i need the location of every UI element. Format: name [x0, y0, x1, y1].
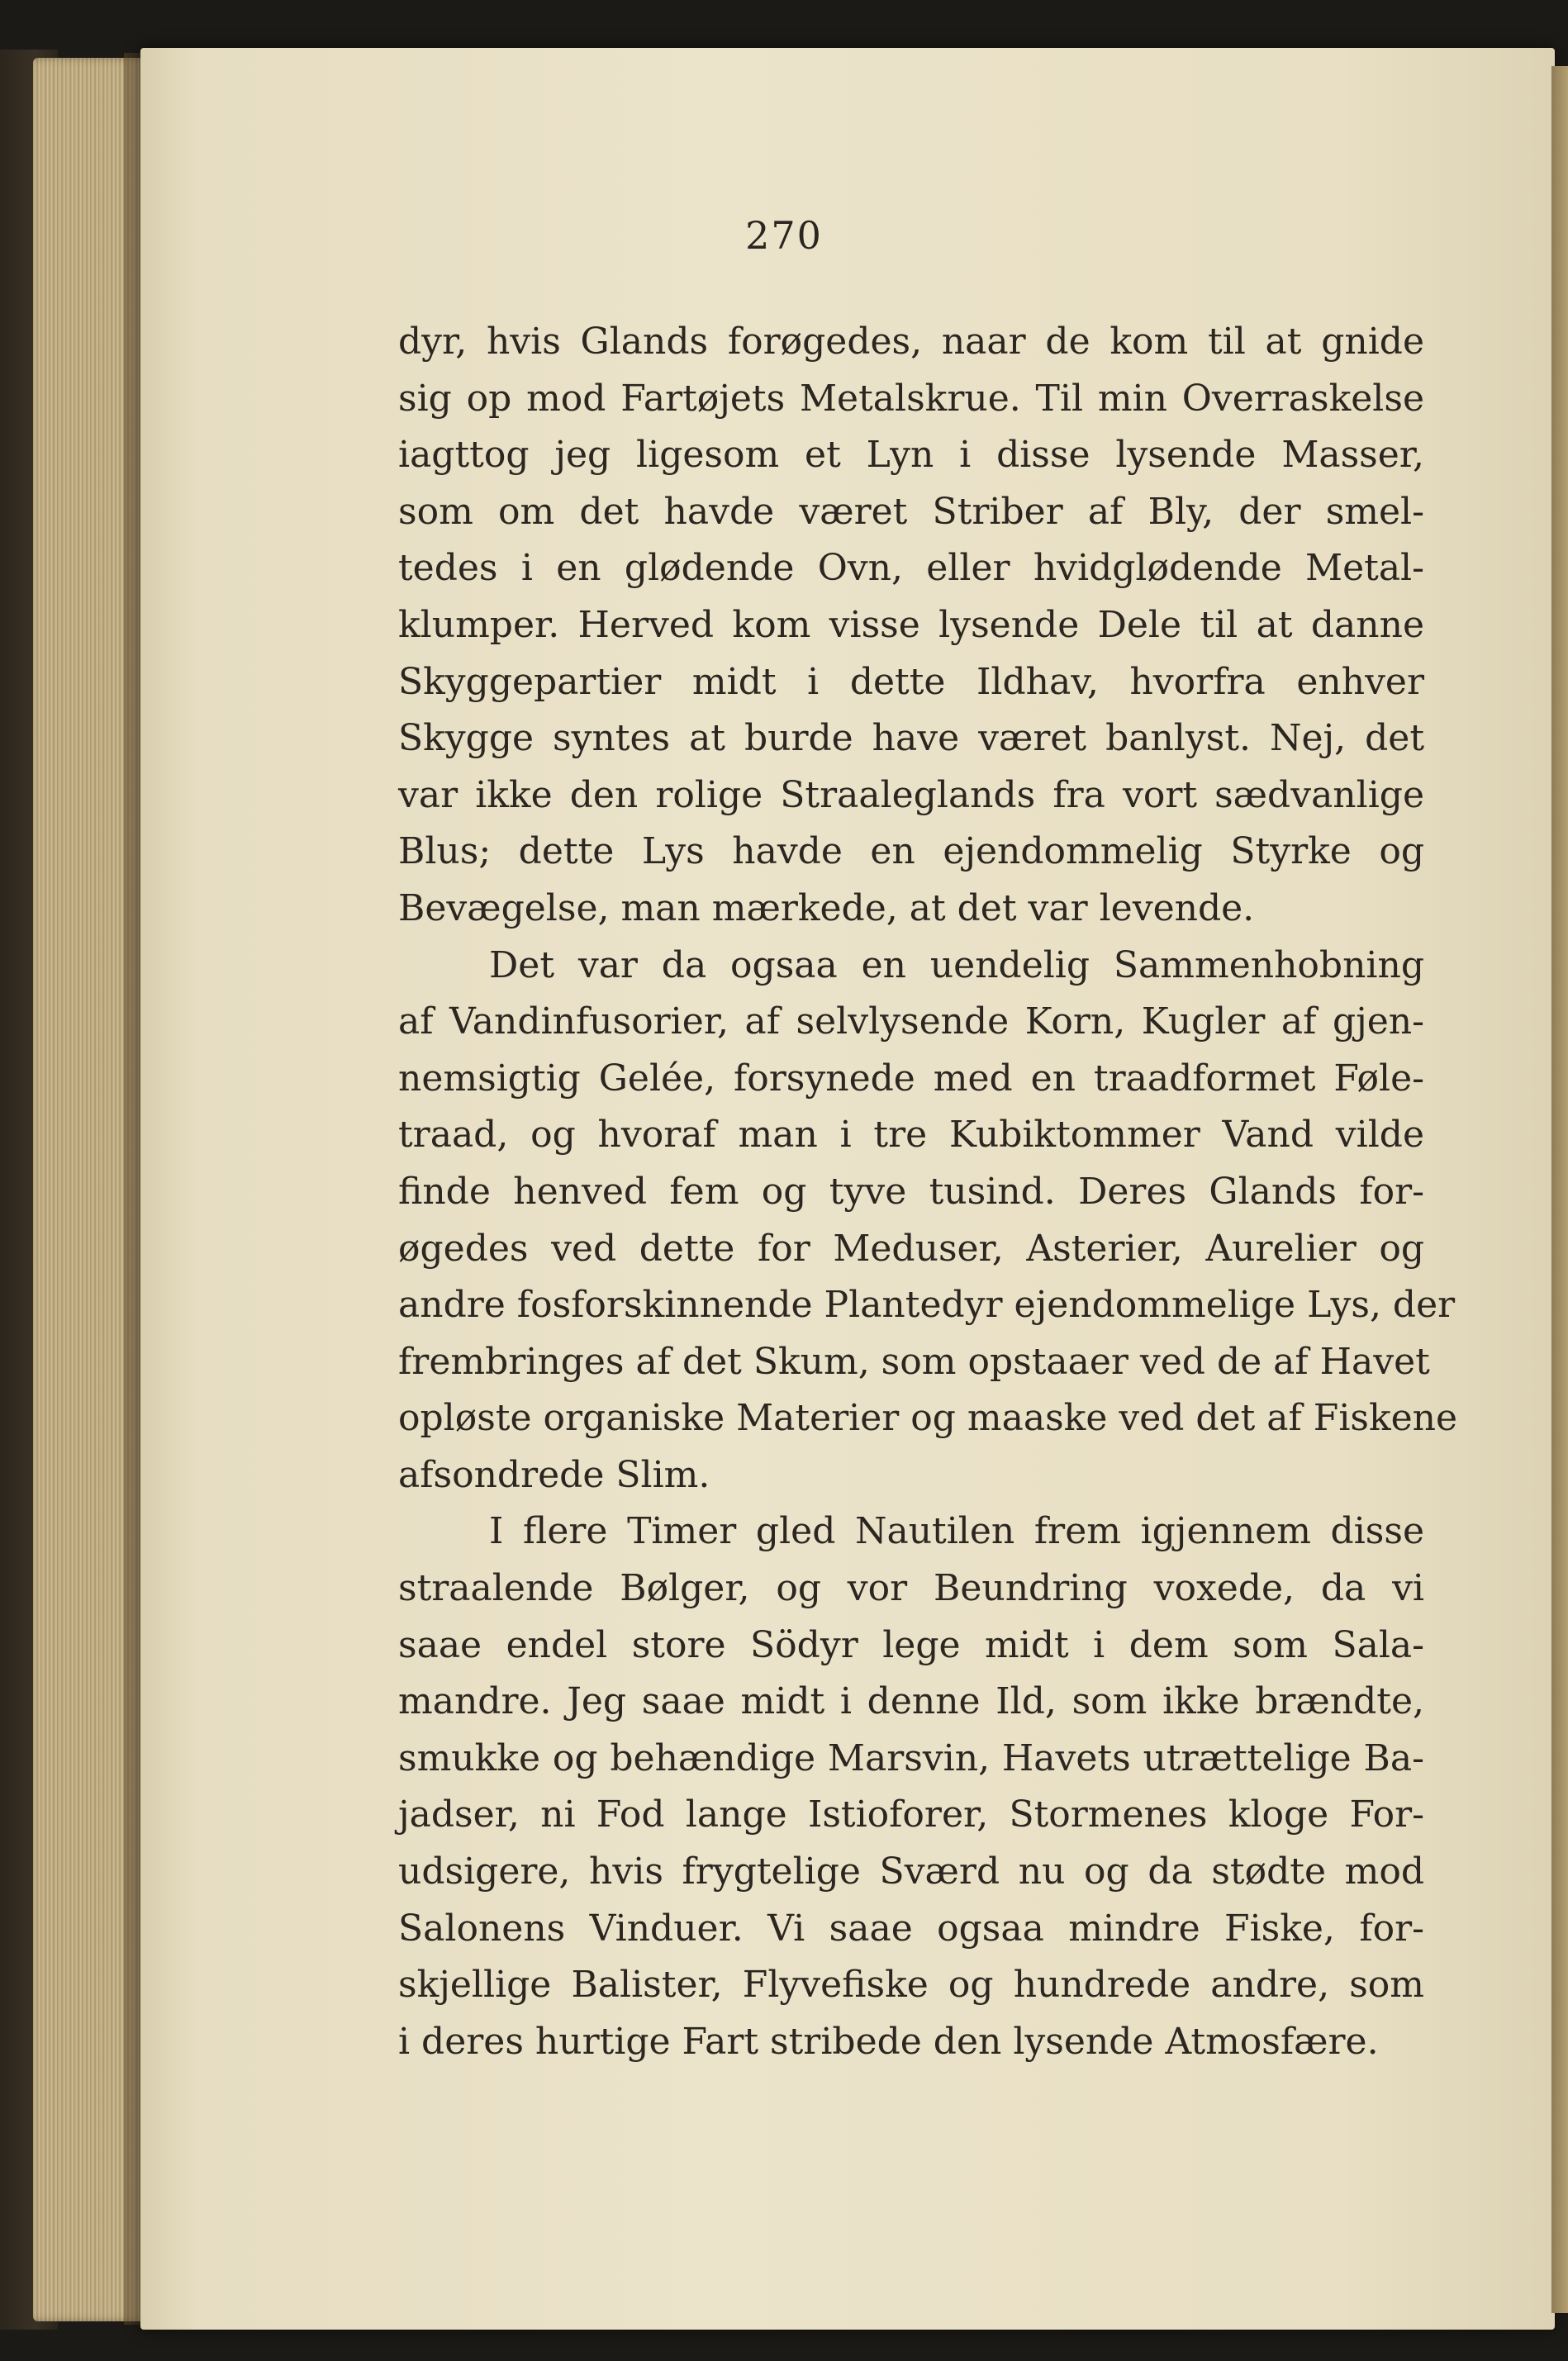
- text-line: Det var da ogsaa en uendelig Sammenhobning: [489, 943, 1424, 986]
- text-line: straalende Bølger, og vor Beundring voxede, da vi: [398, 1567, 1424, 1610]
- text-line: smukke og behændige Marsvin, Havets utrættelige Ba-: [398, 1736, 1424, 1779]
- text-line: traad, og hvoraf man i tre Kubiktommer Vand vilde: [398, 1114, 1424, 1157]
- text-line: mandre. Jeg saae midt i denne Ild, som ikke brændte,: [398, 1680, 1424, 1723]
- text-line: opløste organiske Materier og maaske ved det af Fiskene: [398, 1397, 1458, 1440]
- text-line: andre fosforskinnende Plantedyr ejendommelige Lys, der: [398, 1284, 1456, 1327]
- text-line: jadser, ni Fod lange Istioforer, Stormenes kloge For-: [398, 1793, 1424, 1836]
- body-text: [398, 314, 1458, 2070]
- text-line: skjellige Balister, Flyvefiske og hundrede andre, som: [398, 1964, 1424, 2007]
- text-line: Skyggepartier midt i dette Ildhav, hvorfra enhver: [398, 660, 1424, 703]
- page-number: 270: [745, 213, 823, 258]
- right-page-edge: [1551, 66, 1568, 2313]
- text-line: Bevægelse, man mærkede, at det var levende.: [398, 886, 1255, 929]
- text-line: dyr, hvis Glands forøgedes, naar de kom til at gnide: [398, 321, 1424, 363]
- text-line: klumper. Herved kom visse lysende Dele til at danne: [398, 603, 1424, 646]
- text-line: frembringes af det Skum, som opstaaer ved de af Havet: [398, 1340, 1430, 1383]
- text-line: tedes i en glødende Ovn, eller hvidglødende Metal-: [398, 547, 1424, 590]
- text-line: nemsigtig Gelée, forsynede med en traadformet Føle-: [398, 1057, 1424, 1100]
- text-line: Skygge syntes at burde have været banlyst. Nej, det: [398, 717, 1424, 760]
- text-line: i deres hurtige Fart stribede den lysende Atmosfære.: [398, 2020, 1379, 2063]
- text-line: finde henved fem og tyve tusind. Deres Glands for-: [398, 1170, 1424, 1213]
- text-line: var ikke den rolige Straaleglands fra vort sædvanlige: [398, 773, 1424, 816]
- text-line: øgedes ved dette for Meduser, Asterier, Aurelier og: [398, 1227, 1424, 1270]
- text-line: I flere Timer gled Nautilen frem igjennem disse: [489, 1510, 1424, 1553]
- text-line: som om det havde været Striber af Bly, der smel-: [398, 490, 1424, 533]
- text-line: saae endel store Södyr lege midt i dem som Sala-: [398, 1623, 1424, 1666]
- text-line: afsondrede Slim.: [398, 1453, 710, 1496]
- text-line: Salonens Vinduer. Vi saae ogsaa mindre Fiske, for-: [398, 1907, 1424, 1950]
- text-line: af Vandinfusorier, af selvlysende Korn, Kugler af gjen-: [398, 1000, 1424, 1043]
- text-line: udsigere, hvis frygtelige Sværd nu og da stødte mod: [398, 1850, 1424, 1893]
- text-line: Blus; dette Lys havde en ejendommelig Styrke og: [398, 830, 1424, 873]
- text-line: sig op mod Fartøjets Metalskrue. Til min Overraskelse: [398, 377, 1424, 420]
- text-line: iagttog jeg ligesom et Lyn i disse lysende Masser,: [398, 434, 1424, 477]
